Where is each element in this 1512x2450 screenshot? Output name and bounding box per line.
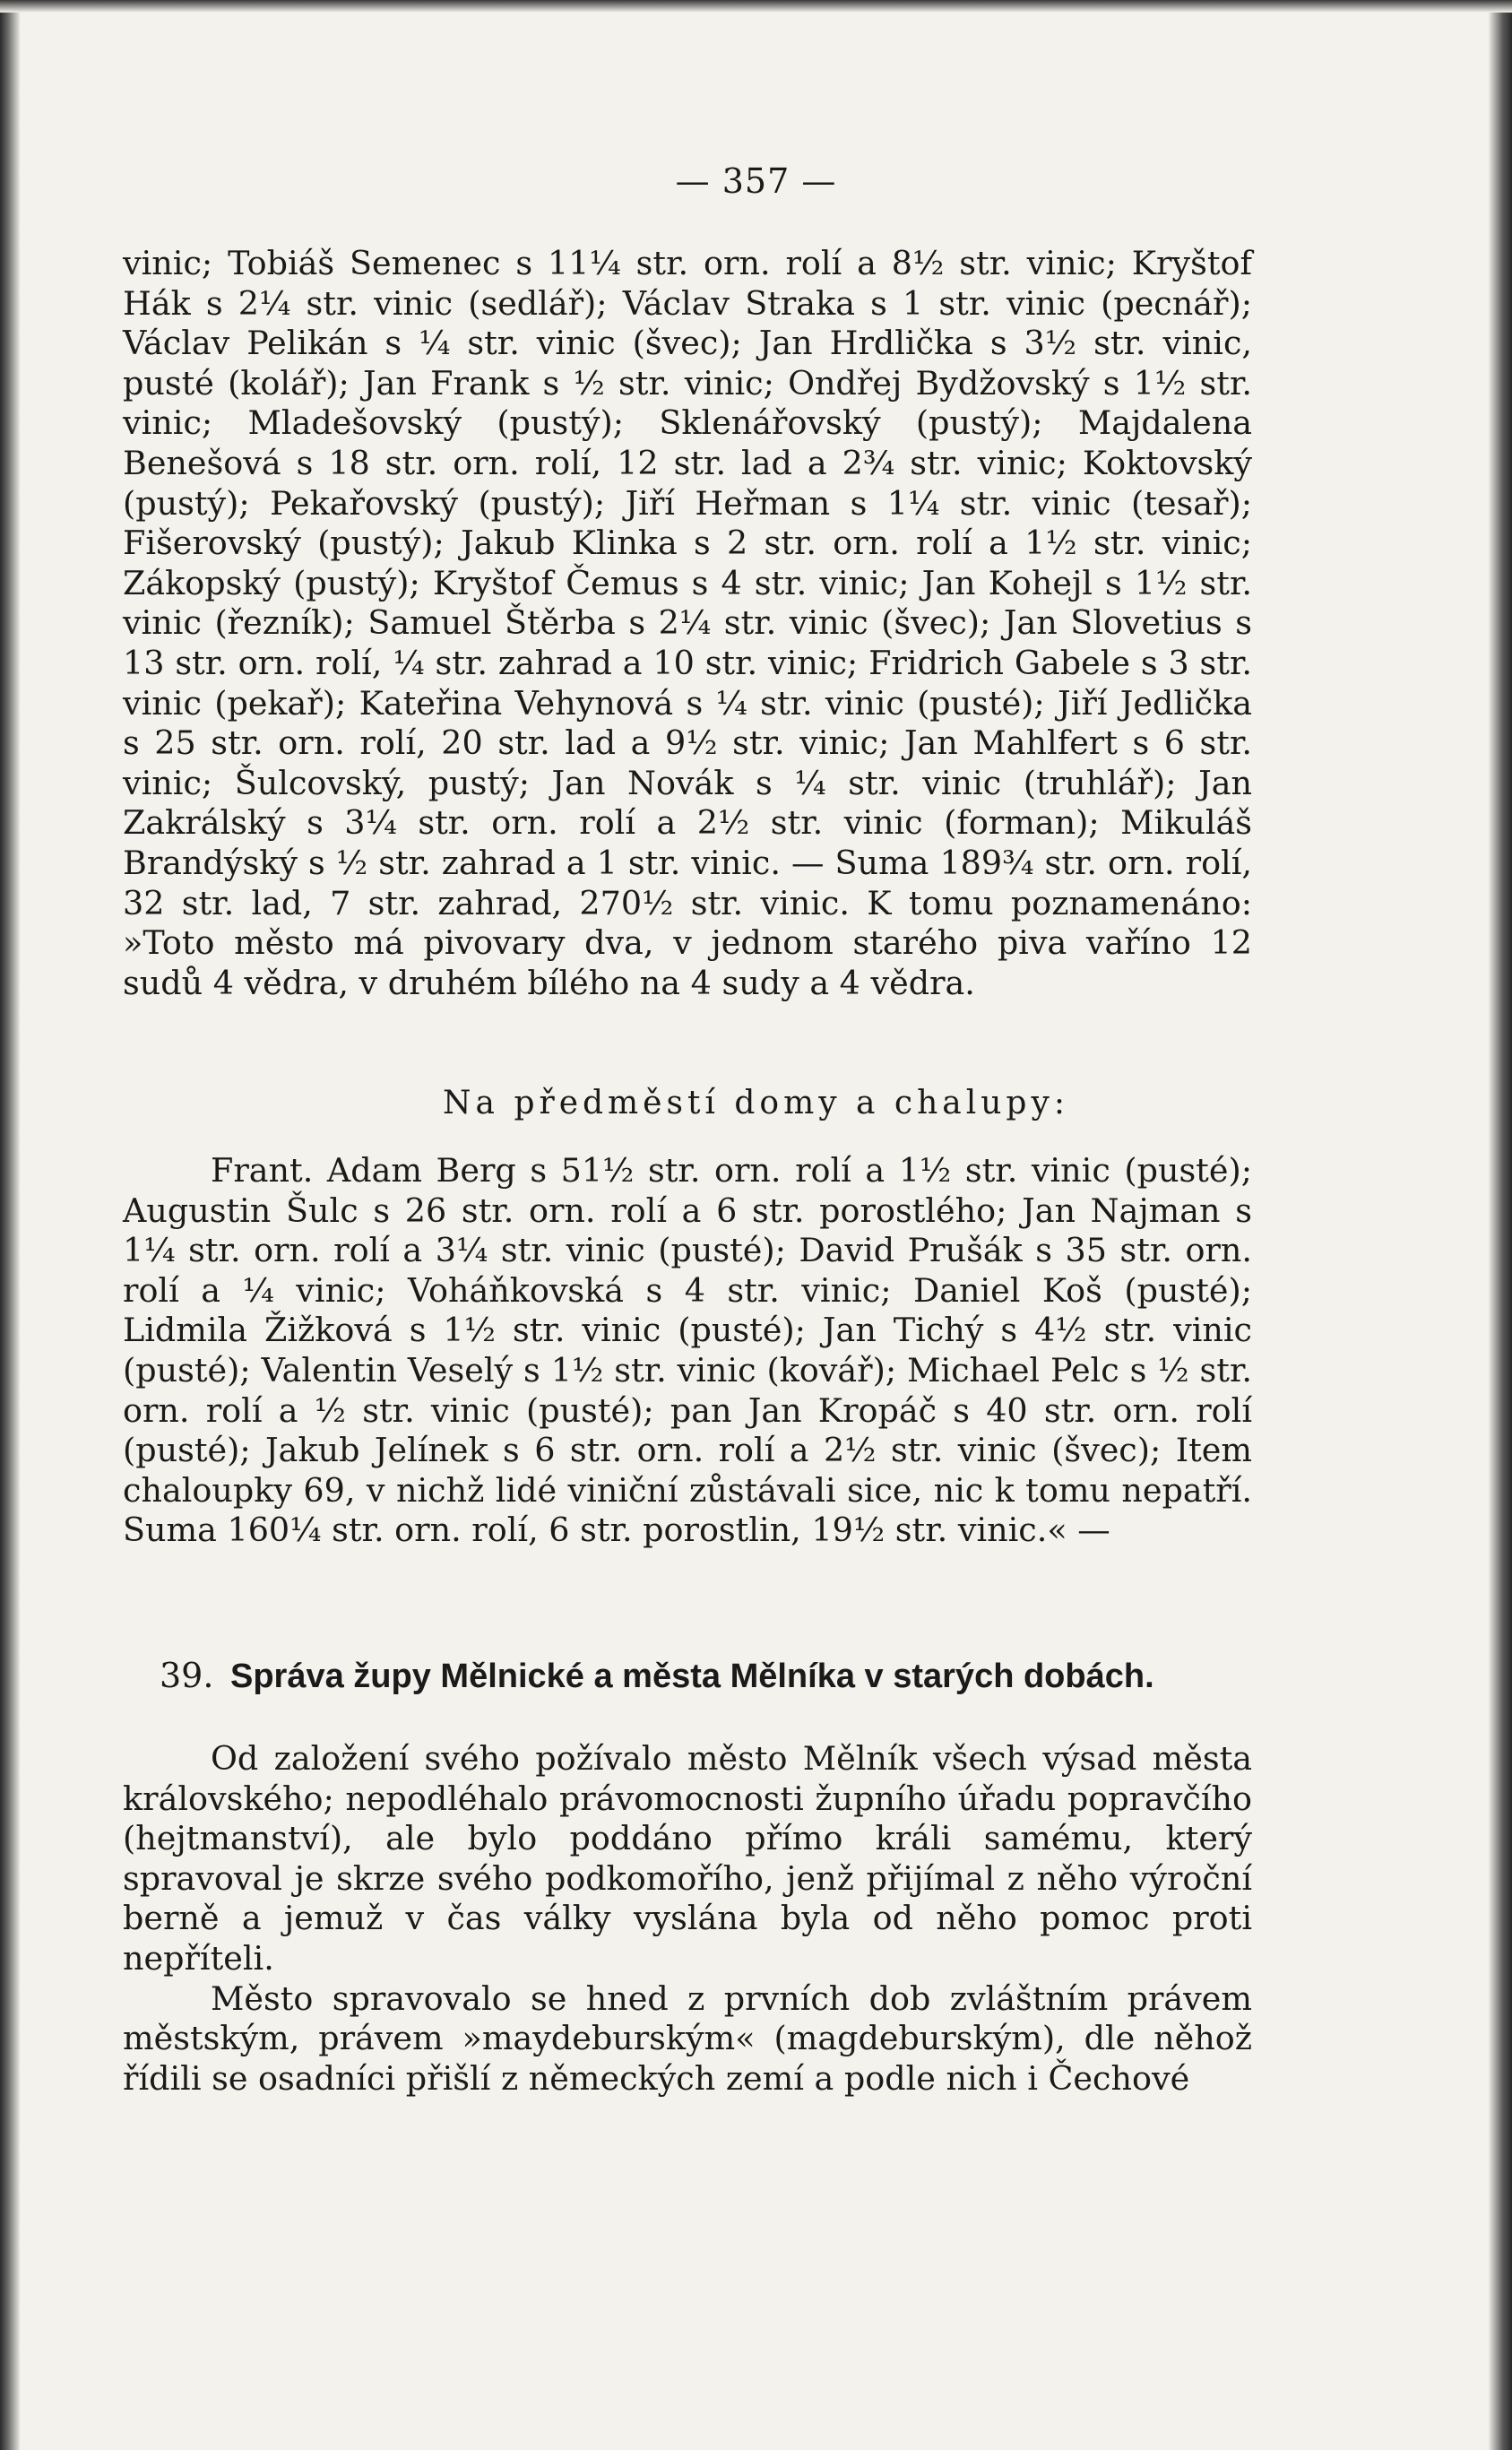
paragraph-history-1: Od založení svého požívalo město Mělník všech výsad města královského; nepodléhalo právomocnosti župního úřadu popravčího (hejtmanství), ale bylo poddáno přímo králi samému, který spravoval je skrze svého podkomořího, jenž přijímal z něho výroční berně a jemuž v čas války vyslána byla od něho pomoc proti nepříteli. (123, 1739, 1252, 1978)
paragraph-owners-list: vinic; Tobiáš Semenec s 11¼ str. orn. rolí a 8½ str. vinic; Kryštof Hák s 2¼ str. vinic (sedlář); Václav Straka s 1 str. vinic (pecnář); Václav Pelikán s ¼ str. vinic (švec); Jan Hrdlička s 3½ str. vinic, pusté (kolář); Jan Frank s ½ str. vinic; Ondřej Bydžovský s 1½ str. vinic; Mladešovský (pustý); Sklenářovský (pustý); Majdalena Benešová s 18 str. orn. rolí, 12 str. lad a 2¾ str. vinic; Koktovský (pustý); Pekařovský (pustý); Jiří Heřman s 1¼ str. vinic (tesař); Fišerovský (pustý); Jakub Klinka s 2 str. orn. rolí a 1½ str. vinic; Zákopský (pustý); Kryštof Čemus s 4 str. vinic; Jan Kohejl s 1½ str. vinic (řezník); Samuel Štěrba s 2¼ str. vinic (švec); Jan Slovetius s 13 str. orn. rolí, ¼ str. zahrad a 10 str. vinic; Fridrich Gabele s 3 str. vinic (pekař); Kateřina Vehynová s ¼ str. vinic (pusté); Jiří Jedlička s 25 str. orn. rolí, 20 str. lad a 9½ str. vinic; Jan Mahlfert s 6 str. vinic; Šulcovský, pustý; Jan Novák s ¼ str. vinic (truhlář); Jan Zakrálský s 3¼ str. orn. rolí a 2½ str. vinic (forman); Mikuláš Brandýský s ½ str. zahrad a 1 str. vinic. — Suma 189¾ str. orn. rolí, 32 str. lad, 7 str. zahrad, 270½ str. vinic. K tomu poznamenáno: »Toto město má pivovary dva, v jednom starého piva vaříno 12 sudů 4 vědra, v druhém bílého na 4 sudy a 4 vědra. (123, 244, 1252, 1002)
paragraph-history-2: Město spravovalo se hned z prvních dob zvláštním právem městským, právem »maydeburským« (magdeburským), dle něhož řídili se osadníci přišlí z německých zemí a podle nich i Čechové (123, 1978, 1252, 2098)
chapter-title-text: Správa župy Mělnické a města Mělníka v starých dobách. (230, 1658, 1154, 1695)
page-number: — 357 — (675, 161, 837, 201)
chapter-title (160, 1656, 1325, 1696)
scan-edge-left (0, 0, 20, 2450)
body-block-3 (123, 1739, 1252, 2099)
scan-edge-top (0, 0, 1512, 13)
paragraph-suburb-list: Frant. Adam Berg s 51½ str. orn. rolí a 1½ str. vinic (pusté); Augustin Šulc s 26 str. orn. rolí a 6 str. porostlého; Jan Najman s 1¼ str. orn. rolí a 3¼ str. vinic (pusté); David Prušák s 35 str. orn. rolí a ¼ vinic; Voháňkovská s 4 str. vinic; Daniel Koš (pusté); Lidmila Žižková s 1½ str. vinic (pusté); Jan Tichý s 4½ str. vinic (pusté); Valentin Veselý s 1½ str. vinic (kovář); Michael Pelc s ½ str. orn. rolí a ½ str. vinic (pusté); pan Jan Kropáč s 40 str. orn. rolí (pusté); Jakub Jelínek s 6 str. orn. rolí a 2½ str. vinic (švec); Item chaloupky 69, v nichž lidé viniční zůstávali sice, nic k tomu nepatří. Suma 160¼ str. orn. rolí, 6 str. porostlin, 19½ str. vinic.« — (123, 1151, 1252, 1550)
body-block-1 (123, 244, 1252, 1003)
section-heading: Na předměstí domy a chalupy: (443, 1085, 1069, 1121)
scan-edge-right (1489, 0, 1512, 2450)
body-block-2 (123, 1151, 1252, 1551)
chapter-number: 39. (160, 1656, 214, 1695)
